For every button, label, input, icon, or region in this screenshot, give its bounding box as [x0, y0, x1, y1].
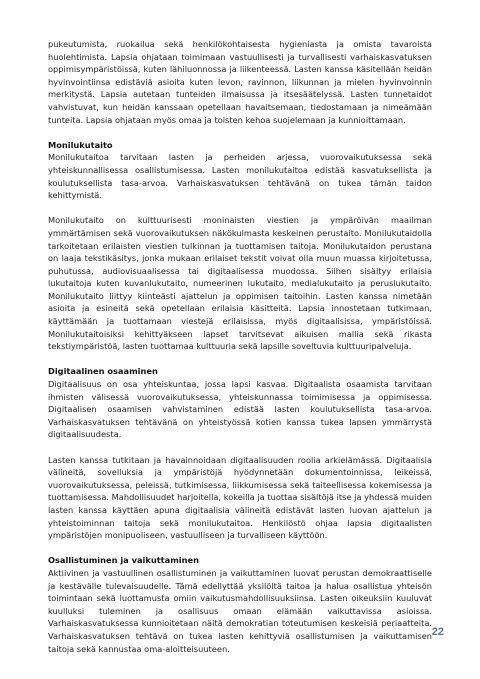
document-page [48, 38, 432, 655]
section-heading: Osallistuminen ja vaikuttaminen [48, 555, 199, 566]
section-digitaalinen-osaaminen [48, 365, 432, 541]
section-monilukutaito [48, 139, 432, 353]
section-paragraph: Lasten kanssa tutkitaan ja havainnoidaan digitaalisuuden roolia arkielämässä. Digitaalisia välineitä, sovelluksia ja ympäristöjä hyödynnetään dokumentoinnissa, leikeissä, vuorovaikutuksessa, peleissä, tutkimisessa, liikkumisessa sekä taiteellisessa kokemisessa ja tuottamisessa. Mahdollisuudet harjoitella, kokeilla ja tuottaa sisältöjä itse ja yhdessä muiden lasten kanssa käyttäen apuna digitaalisia välineitä edistävät lasten luovan ajattelun ja yhteistoiminnan taitoja sekä monilukutaitoa. Henkilöstö ohjaa lapsia digitaalisten ympäristöjen monipuoliseen, vastuulliseen ja turvalliseen käyttöön. [48, 454, 432, 541]
section-paragraph: Monilukutaito on kulttuurisesti moninaisten viestien ja ympäröivän maailman ymmärtämisen sekä vuorovaikutuksen näkökulmasta keskeinen perustaito. Monilukutaidolla tarkoitetaan erilaisten viestien tulkinnan ja tuottamisen taitoja. Monilukutaidon perustana on laaja tekstikäsitys, jonka mukaan erilaiset tekstit voivat olla muun muassa kirjoitetussa, puhutussa, audiovisuaalisessa tai digitaalisessa muodossa. Siihen sisältyy erilaisia lukutaitoja kuten kuvanlukutaito, numeerinen lukutaito, medialukutaito ja peruslukutaito. Monilukutaito liittyy kiinteästi ajattelun ja oppimisen taitoihin. Lasten kanssa nimetään asioita ja esineitä sekä opetellaan erilaisia käsitteitä. Lapsia innostetaan tutkimaan, käyttämään ja tuottamaan viestejä erilaisissa, myös digitaalisissa, ympäristöissä. Monilukutaitoisiksi kehittyäkseen lapset tarvitsevat aikuisen mallia sekä rikasta tekstiympäristöä, lasten tuottamaa kulttuuria sekä lapsille soveltuvia kulttuuripalveluja. [48, 215, 432, 352]
paragraph-spacer [48, 353, 432, 366]
section-paragraph: Digitaalisuus on osa yhteiskuntaa, jossa lapsi kasvaa. Digitaalista osaamista tarvitaan ihmisten välisessä vuorovaikutuksessa, yhteiskunnassa toimimisessa ja oppimisessa. Digitaalisen osaamisen vahvistaminen edistää lasten koulutuksellista tasa-arvoa. Varhaiskasvatuksen tehtävänä on yhteistyössä kotien kanssa tukea lapsen ymmärrystä digitaalisuudesta. [48, 379, 432, 440]
intro-paragraph: pukeutumista, ruokailua sekä henkilökohtaisesta hygieniasta ja omista tavaroista huolehtimista. Lapsia ohjataan toimimaan vastuullisesti ja turvallisesti varhaiskasvatuksen oppimisympäristöissä, kuten lähiluonnossa ja liikenteessä. Lasten kanssa käsitellään heidän hyvinvointiinsa edistäviä asioita kuten levon, ravinnon, liikunnan ja mielen hyvinvoinnin merkitystä. Lapsia autetaan tunteiden ilmaisussa ja itsesäätelyssä. Lasten tunnetaidot vahvistuvat, kun heidän kanssaan opetellaan havaitsemaan, tiedostamaan ja nimeämään tunteita. Lapsia ohjataan myös omaa ja toisten kehoa suojelemaan ja kunnioittamaan. [48, 39, 432, 125]
section-paragraph: Aktiivinen ja vastuullinen osallistuminen ja vaikuttaminen luovat perustan demokraattiselle ja kestävälle tulevaisuudelle. Tämä edellyttää yksilöltä taitoa ja halua osallistua yhteisön toimintaan sekä luottamusta omiin vaikutusmahdollisuuksiinsa. Lasten oikeuksiin kuuluvat kuulluksi tuleminen ja osallisuus omaan elämään vaikuttavissa asioissa. Varhaiskasvatuksessa kunnioitetaan näitä demokratian toteutumisen keskeisiä periaatteita. Varhaiskasvatuksen tehtävä on tukea lasten kehittyviä osallistumisen ja vaikuttamisen taitoja sekä kannustaa oma-aloitteisuuteen. [48, 567, 432, 654]
paragraph-spacer [48, 441, 432, 454]
section-heading: Monilukutaito [48, 139, 113, 150]
section-paragraph: Monilukutaitoa tarvitaan lasten ja perheiden arjessa, vuorovaikutuksessa sekä yhteiskunnallisessa osallistumisessa. Lasten monilukutaitoa edistää kasvatuksellista ja koulutuksellista tasa-arvoa. Varhaiskasvatuksen tehtävänä on tukea tämän taidon kehittymistä. [48, 152, 432, 201]
section-heading: Digitaalinen osaaminen [48, 366, 158, 377]
paragraph-spacer [48, 126, 432, 139]
paragraph-spacer [48, 542, 432, 555]
paragraph-spacer [48, 202, 432, 215]
section-osallistuminen-ja-vaikuttaminen [48, 554, 432, 655]
page-number: 22 [431, 626, 444, 638]
